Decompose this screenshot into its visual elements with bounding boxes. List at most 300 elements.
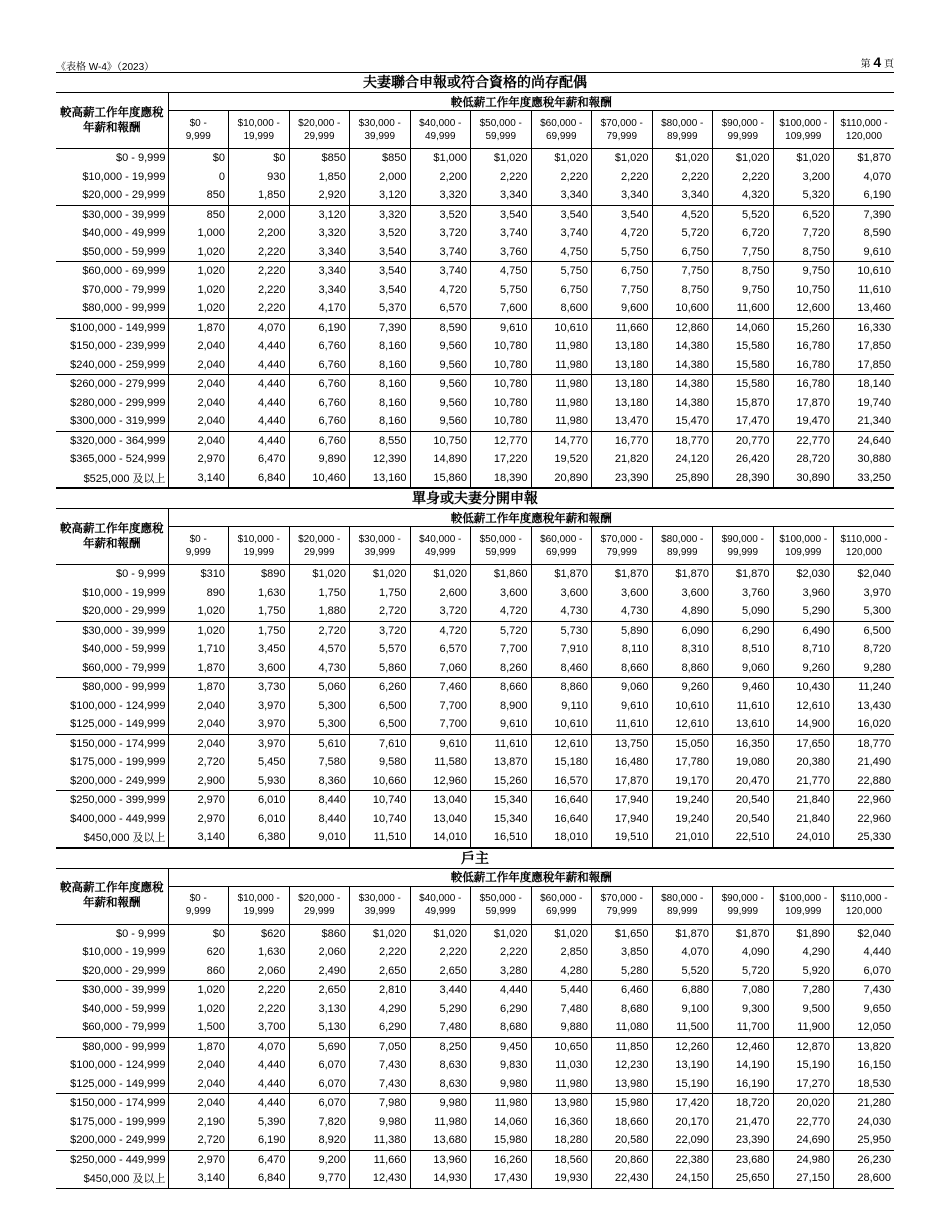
table-cell: 9,450 [471, 1037, 532, 1056]
table-cell: 9,980 [410, 1094, 471, 1113]
table-cell: 2,220 [652, 168, 713, 187]
table-cell: 16,480 [592, 753, 653, 772]
table-row [56, 412, 894, 431]
table-cell: 10,740 [350, 791, 411, 810]
table-cell: 3,340 [289, 243, 350, 262]
table-cell: 13,040 [410, 810, 471, 829]
table-cell: 3,340 [289, 262, 350, 281]
table-cell: 14,060 [713, 318, 774, 337]
table-cell: 3,540 [350, 262, 411, 281]
table-cell: 15,580 [713, 337, 774, 356]
table-row [56, 1056, 894, 1075]
table-row [56, 243, 894, 262]
table-cell: 8,630 [410, 1056, 471, 1075]
row-label: $200,000 - 249,999 [56, 772, 168, 791]
table-row [56, 356, 894, 375]
table-cell: 7,610 [350, 734, 411, 753]
table-cell: 15,260 [773, 318, 834, 337]
table-row [56, 734, 894, 753]
table-cell: 9,560 [410, 356, 471, 375]
table-cell: 8,110 [592, 640, 653, 659]
table-cell: 5,320 [773, 186, 834, 205]
table-cell: 13,160 [350, 469, 411, 488]
row-label: $280,000 - 299,999 [56, 394, 168, 413]
table-cell: 9,110 [531, 697, 592, 716]
table-row [56, 962, 894, 981]
table-cell: 1,630 [229, 584, 290, 603]
column-header: $100,000 - 109,999 [773, 886, 834, 924]
table-cell: $2,040 [857, 568, 891, 581]
table-cell: 11,380 [350, 1131, 411, 1150]
column-header: $80,000 - 89,999 [652, 886, 713, 924]
table-cell: 21,470 [713, 1113, 774, 1132]
table-cell: 4,440 [471, 981, 532, 1000]
table-cell: 17,270 [773, 1075, 834, 1094]
table-cell: 9,610 [471, 318, 532, 337]
table-cell: 3,320 [350, 205, 411, 224]
row-label: $0 - 9,999 [56, 149, 168, 168]
row-label: $260,000 - 279,999 [56, 375, 168, 394]
table-row [56, 1000, 894, 1019]
table-cell: 1,880 [289, 602, 350, 621]
table-cell: 3,970 [229, 734, 290, 753]
table-cell: 1,750 [350, 584, 411, 603]
form-label: 《表格 W-4》（2023） [56, 62, 155, 73]
table-cell: 8,710 [773, 640, 834, 659]
table-cell: 7,460 [410, 678, 471, 697]
table-cell: 13,180 [592, 394, 653, 413]
column-header: $0 - 9,999 [168, 527, 229, 565]
table-cell: 14,770 [531, 431, 592, 450]
table-cell: 7,480 [531, 1000, 592, 1019]
table-cell: 6,490 [773, 621, 834, 640]
table-cell: 1,870 [168, 659, 229, 678]
table-cell: 13,470 [592, 412, 653, 431]
table-cell: 6,470 [229, 450, 290, 469]
table-cell: 5,290 [773, 602, 834, 621]
table-cell: 1,020 [168, 299, 229, 318]
table-row [56, 262, 894, 281]
table-cell: 2,490 [289, 962, 350, 981]
column-header: $80,000 - 89,999 [652, 111, 713, 149]
table-cell: 11,980 [531, 1075, 592, 1094]
table-cell: 6,070 [289, 1094, 350, 1113]
table-cell: $1,870 [652, 924, 713, 943]
table-cell: 8,160 [350, 337, 411, 356]
table-cell: 3,730 [229, 678, 290, 697]
column-header: $30,000 - 39,999 [350, 527, 411, 565]
table-row [56, 602, 894, 621]
table-cell: 3,720 [350, 621, 411, 640]
table-cell: 30,890 [773, 469, 834, 488]
table-cell: 9,770 [289, 1169, 350, 1188]
table-cell: 4,440 [863, 946, 891, 959]
table-cell: 21,840 [773, 810, 834, 829]
table-cell: 1,870 [168, 318, 229, 337]
table-cell: 11,500 [652, 1018, 713, 1037]
table-cell: $0 [168, 149, 229, 168]
table-row [56, 431, 894, 450]
table-cell: 8,860 [652, 659, 713, 678]
table-cell: 13,460 [857, 302, 891, 315]
table-cell: 10,460 [289, 469, 350, 488]
row-label: $10,000 - 19,999 [56, 168, 168, 187]
table-cell: 3,140 [168, 469, 229, 488]
table-cell: 6,290 [471, 1000, 532, 1019]
page-number: 4 [873, 54, 882, 70]
row-label: $20,000 - 29,999 [56, 962, 168, 981]
table-cell: 19,170 [652, 772, 713, 791]
table-cell: 2,040 [168, 356, 229, 375]
column-header: $50,000 - 59,999 [471, 527, 532, 565]
table-row [56, 715, 894, 734]
table-cell: 2,040 [168, 375, 229, 394]
table-cell: 7,430 [350, 1056, 411, 1075]
column-header: $80,000 - 89,999 [652, 527, 713, 565]
table-cell: 13,180 [592, 375, 653, 394]
column-header: $40,000 - 49,999 [410, 111, 471, 149]
table-cell: 16,780 [773, 337, 834, 356]
table-cell: 8,920 [289, 1131, 350, 1150]
table-cell: 3,760 [471, 243, 532, 262]
table-cell: 9,610 [471, 715, 532, 734]
row-label: $0 - 9,999 [56, 565, 168, 584]
table-cell: 20,580 [592, 1131, 653, 1150]
table-cell: 6,500 [350, 697, 411, 716]
table-cell: 13,430 [857, 699, 891, 712]
table-cell: 18,560 [531, 1150, 592, 1169]
table-cell: 5,720 [652, 224, 713, 243]
table-cell: 4,720 [471, 602, 532, 621]
table-cell: 5,890 [592, 621, 653, 640]
table-cell: 3,540 [350, 281, 411, 300]
table-cell: 6,260 [350, 678, 411, 697]
table-cell: 11,510 [350, 828, 411, 847]
column-header: $100,000 - 109,999 [773, 527, 834, 565]
table-cell: 11,030 [531, 1056, 592, 1075]
table-cell: $850 [289, 149, 350, 168]
table-cell: 11,980 [410, 1113, 471, 1132]
column-header: $30,000 - 39,999 [350, 886, 411, 924]
table-cell: 10,750 [410, 431, 471, 450]
table-cell: 23,390 [592, 469, 653, 488]
table-row [56, 318, 894, 337]
table-cell: 14,380 [652, 375, 713, 394]
table-cell: 1,020 [168, 621, 229, 640]
table-cell: 6,090 [652, 621, 713, 640]
table-cell: $850 [350, 149, 411, 168]
table-cell: 17,420 [652, 1094, 713, 1113]
table-row [56, 753, 894, 772]
table-cell: 10,780 [471, 375, 532, 394]
table-cell: 2,970 [168, 791, 229, 810]
row-label: $150,000 - 239,999 [56, 337, 168, 356]
table-cell: 16,260 [471, 1150, 532, 1169]
table-cell: 18,770 [834, 734, 895, 753]
table-cell: 4,730 [592, 602, 653, 621]
table-cell: 1,020 [168, 981, 229, 1000]
table-cell: 14,010 [410, 828, 471, 847]
table-cell: 19,240 [652, 810, 713, 829]
table-cell: 4,070 [229, 318, 290, 337]
table-cell: 2,000 [350, 168, 411, 187]
table-cell: 12,390 [350, 450, 411, 469]
table-cell: 3,970 [229, 697, 290, 716]
table-cell: 620 [168, 943, 229, 962]
table-cell: 930 [229, 168, 290, 187]
table-cell: 15,470 [652, 412, 713, 431]
table-cell: 4,440 [229, 431, 290, 450]
table-cell: 8,160 [350, 412, 411, 431]
table-cell: 7,720 [773, 224, 834, 243]
table-cell: 8,440 [289, 791, 350, 810]
table-cell: 3,720 [410, 224, 471, 243]
table-cell: 11,980 [531, 412, 592, 431]
table-row [56, 168, 894, 187]
table-cell: 3,600 [652, 584, 713, 603]
table-cell: 10,430 [773, 678, 834, 697]
table-row [56, 224, 894, 243]
table-cell: $1,020 [471, 924, 532, 943]
column-header: $90,000 - 99,999 [713, 527, 774, 565]
table-cell: 18,390 [471, 469, 532, 488]
table-row [56, 584, 894, 603]
table-cell: $890 [229, 565, 290, 584]
section-title: 戶主 [56, 848, 894, 868]
table-cell: 26,420 [713, 450, 774, 469]
table-cell: 1,020 [168, 602, 229, 621]
table-cell: $1,020 [773, 149, 834, 168]
table-cell: 16,780 [773, 356, 834, 375]
row-label: $60,000 - 79,999 [56, 1018, 168, 1037]
table-cell: 9,560 [410, 337, 471, 356]
table-cell: 7,910 [531, 640, 592, 659]
table-cell: 4,170 [289, 299, 350, 318]
table-row [56, 375, 894, 394]
column-header: $90,000 - 99,999 [713, 886, 774, 924]
table-cell: 6,190 [289, 318, 350, 337]
row-label: $200,000 - 249,999 [56, 1131, 168, 1150]
table-cell: 13,870 [471, 753, 532, 772]
table-cell: 6,720 [713, 224, 774, 243]
table-cell: 8,590 [863, 227, 891, 240]
table-cell: 8,750 [713, 262, 774, 281]
table-cell: 9,610 [863, 245, 891, 258]
table-cell: 5,090 [713, 602, 774, 621]
table-cell: 9,980 [471, 1075, 532, 1094]
table-row [56, 450, 894, 469]
table-cell: 16,150 [857, 1059, 891, 1072]
table-cell: 10,650 [531, 1037, 592, 1056]
table-row [56, 1131, 894, 1150]
table-cell: 4,320 [713, 186, 774, 205]
table-cell: 11,980 [531, 356, 592, 375]
table-cell: 14,930 [410, 1169, 471, 1188]
table-cell: 15,860 [410, 469, 471, 488]
column-header: $20,000 - 29,999 [289, 886, 350, 924]
table-cell: 17,940 [592, 810, 653, 829]
table-cell: 4,750 [471, 262, 532, 281]
table-cell: 5,060 [289, 678, 350, 697]
table-cell: 18,140 [834, 375, 895, 394]
table-cell: 4,280 [531, 962, 592, 981]
table-cell: 2,220 [229, 262, 290, 281]
table-cell: 22,510 [713, 828, 774, 847]
table-cell: 4,070 [863, 170, 891, 183]
table-cell: 6,570 [410, 299, 471, 318]
table-cell: $1,870 [857, 152, 891, 165]
table-cell: 5,300 [289, 715, 350, 734]
table-cell: 15,340 [471, 791, 532, 810]
table-cell: 1,710 [168, 640, 229, 659]
table-cell: 8,600 [531, 299, 592, 318]
row-label: $10,000 - 19,999 [56, 584, 168, 603]
tax-tables [56, 72, 894, 1189]
table-cell: 3,700 [229, 1018, 290, 1037]
table-cell: 2,220 [229, 1000, 290, 1019]
row-label: $80,000 - 99,999 [56, 678, 168, 697]
table-cell: 3,600 [531, 584, 592, 603]
table-cell: $620 [229, 924, 290, 943]
table-cell: $1,020 [531, 149, 592, 168]
table-row [56, 1018, 894, 1037]
table-cell: 7,700 [410, 715, 471, 734]
table-cell: 5,750 [531, 262, 592, 281]
table-cell: 4,520 [652, 205, 713, 224]
table-cell: 2,200 [410, 168, 471, 187]
table-cell: 7,600 [471, 299, 532, 318]
table-cell: 9,560 [410, 375, 471, 394]
table-cell: 6,500 [350, 715, 411, 734]
table-cell: 11,080 [592, 1018, 653, 1037]
row-heading: 較高薪工作年度應稅年薪和報酬 [56, 509, 168, 565]
table-cell: 9,830 [471, 1056, 532, 1075]
table-cell: 0 [168, 168, 229, 187]
table-cell: 2,900 [168, 772, 229, 791]
table-cell: 6,380 [229, 828, 290, 847]
table-cell: $1,020 [652, 149, 713, 168]
page-header [56, 54, 894, 72]
row-label: $30,000 - 39,999 [56, 205, 168, 224]
table-cell: 16,510 [471, 828, 532, 847]
table-cell: $1,870 [531, 565, 592, 584]
table-cell: $1,000 [410, 149, 471, 168]
table-cell: $310 [168, 565, 229, 584]
table-cell: 4,720 [592, 224, 653, 243]
table-cell: 6,290 [713, 621, 774, 640]
table-cell: 3,540 [592, 205, 653, 224]
table-cell: 18,770 [652, 431, 713, 450]
row-label: $100,000 - 124,999 [56, 1056, 168, 1075]
table-cell: 8,160 [350, 394, 411, 413]
row-label: $30,000 - 39,999 [56, 981, 168, 1000]
table-cell: 9,300 [713, 1000, 774, 1019]
column-header: $10,000 - 19,999 [229, 111, 290, 149]
table-cell: 10,780 [471, 356, 532, 375]
table-cell: 10,610 [531, 318, 592, 337]
table-cell: 3,340 [471, 186, 532, 205]
table-cell: 12,960 [410, 772, 471, 791]
table-cell: 3,320 [289, 224, 350, 243]
table-cell: 16,780 [773, 375, 834, 394]
table-cell: 4,890 [652, 602, 713, 621]
table-cell: 11,610 [858, 283, 891, 296]
table-cell: 6,190 [229, 1131, 290, 1150]
table-cell: 3,280 [471, 962, 532, 981]
column-header: $110,000 - 120,000 [834, 111, 895, 149]
table-cell: 8,510 [713, 640, 774, 659]
table-cell: 9,260 [652, 678, 713, 697]
table-cell: 17,940 [592, 791, 653, 810]
table-cell: 1,000 [168, 224, 229, 243]
table-cell: $1,870 [652, 565, 713, 584]
table-row [56, 149, 894, 168]
table-row [56, 1150, 894, 1169]
row-label: $400,000 - 449,999 [56, 810, 168, 829]
table-cell: 5,450 [229, 753, 290, 772]
table-cell: 22,090 [652, 1131, 713, 1150]
table-cell: 2,220 [350, 943, 411, 962]
table-cell: 2,060 [289, 943, 350, 962]
table-row [56, 299, 894, 318]
table-cell: 1,870 [168, 678, 229, 697]
table-cell: 8,310 [652, 640, 713, 659]
table-cell: 12,610 [531, 734, 592, 753]
table-row [56, 337, 894, 356]
column-header: $70,000 - 79,999 [592, 111, 653, 149]
table-cell: 24,980 [773, 1150, 834, 1169]
table-cell: 6,760 [289, 431, 350, 450]
table-cell: 5,860 [350, 659, 411, 678]
table-cell: 6,010 [229, 810, 290, 829]
table-cell: 5,930 [229, 772, 290, 791]
table-cell: 2,200 [229, 224, 290, 243]
table-cell: 6,070 [863, 964, 891, 977]
table-cell: 890 [168, 584, 229, 603]
table-cell: 12,860 [652, 318, 713, 337]
table-row [56, 640, 894, 659]
table-cell: 2,810 [350, 981, 411, 1000]
table-cell: 17,870 [773, 394, 834, 413]
table-cell: 22,770 [773, 431, 834, 450]
table-cell: 11,660 [592, 318, 653, 337]
table-cell: 5,720 [471, 621, 532, 640]
table-cell: 12,230 [592, 1056, 653, 1075]
table-cell: 14,060 [471, 1113, 532, 1132]
table-cell: 7,580 [289, 753, 350, 772]
table-row [56, 621, 894, 640]
row-heading: 較高薪工作年度應稅年薪和報酬 [56, 93, 168, 149]
tax-table [56, 92, 894, 488]
table-cell: 4,570 [289, 640, 350, 659]
table-cell: 850 [168, 205, 229, 224]
column-header: $0 - 9,999 [168, 111, 229, 149]
table-cell: 5,920 [773, 962, 834, 981]
table-cell: 9,580 [350, 753, 411, 772]
table-cell: 13,610 [713, 715, 774, 734]
table-cell: 8,250 [410, 1037, 471, 1056]
table-cell: 2,220 [471, 943, 532, 962]
table-cell: 15,980 [592, 1094, 653, 1113]
form-page [56, 54, 894, 1189]
table-cell: 10,780 [471, 394, 532, 413]
table-cell: 4,720 [410, 281, 471, 300]
table-cell: 20,470 [713, 772, 774, 791]
table-cell: 17,650 [773, 734, 834, 753]
table-cell: 26,230 [834, 1150, 895, 1169]
table-cell: 8,160 [350, 375, 411, 394]
row-label: $150,000 - 174,999 [56, 734, 168, 753]
